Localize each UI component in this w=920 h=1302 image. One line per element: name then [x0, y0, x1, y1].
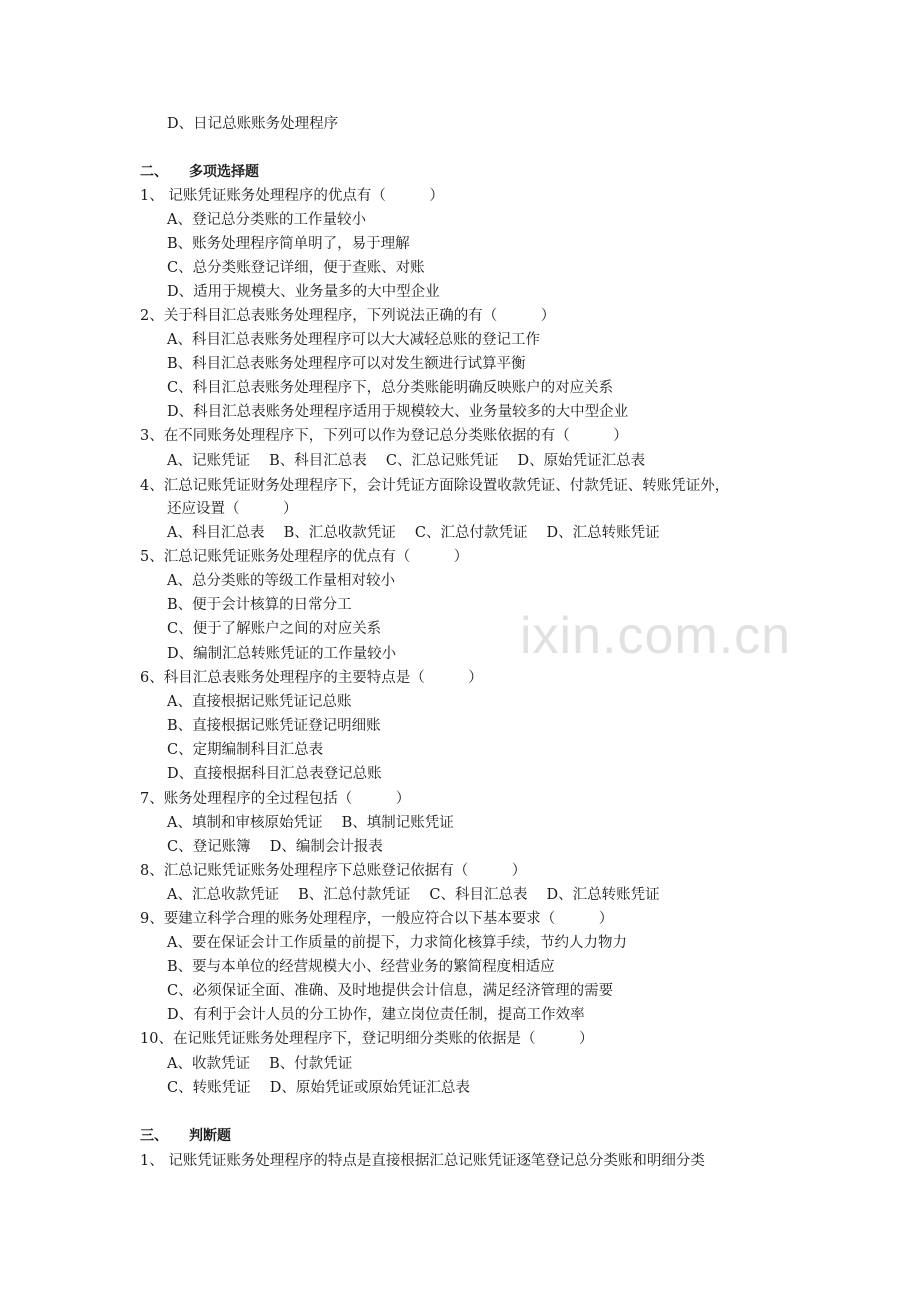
- text-line: B、科目汇总表账务处理程序可以对发生额进行试算平衡: [167, 356, 526, 372]
- text-line: 2、关于科目汇总表账务处理程序，下列说法正确的有（ ）: [140, 308, 556, 324]
- text-line: A、汇总收款凭证 B、汇总付款凭证 C、科目汇总表 D、汇总转账凭证: [167, 887, 660, 903]
- text-line: B、账务处理程序简单明了，易于理解: [167, 236, 410, 252]
- text-line: A、直接根据记账凭证记总账: [167, 694, 352, 710]
- text-line: C、定期编制科目汇总表: [167, 742, 324, 758]
- text-line: A、登记总分类账的工作量较小: [167, 212, 366, 228]
- text-line: 7、账务处理程序的全过程包括（ ）: [140, 791, 411, 807]
- text-line: A、总分类账的等级工作量相对较小: [167, 573, 395, 589]
- text-line: 5、汇总记账凭证账务处理程序的优点有（ ）: [140, 549, 469, 565]
- text-line: D、直接根据科目汇总表登记总账: [167, 766, 382, 782]
- text-line: C、转账凭证 D、原始凭证或原始凭证汇总表: [167, 1080, 470, 1096]
- watermark: ixin.com.cn: [520, 607, 792, 665]
- section-heading: 二、 多项选择题: [140, 164, 259, 180]
- text-line: 1、 记账凭证账务处理程序的特点是直接根据汇总记账凭证逐笔登记总分类账和明细分类: [140, 1153, 705, 1169]
- text-line: B、要与本单位的经营规模大小、经营业务的繁简程度相适应: [167, 959, 555, 975]
- text-line: C、登记账簿 D、编制会计报表: [167, 839, 383, 855]
- text-line: A、收款凭证 B、付款凭证: [167, 1056, 353, 1072]
- text-line: C、总分类账登记详细，便于查账、对账: [167, 260, 425, 276]
- text-line: B、直接根据记账凭证登记明细账: [167, 718, 381, 734]
- text-line: C、必须保证全面、准确、及时地提供会计信息，满足经济管理的需要: [167, 983, 614, 999]
- text-line: 3、在不同账务处理程序下，下列可以作为登记总分类账依据的有（ ）: [140, 428, 628, 444]
- text-line: B、便于会计核算的日常分工: [167, 597, 352, 613]
- text-line: A、要在保证会计工作质量的前提下，力求简化核算手续，节约人力物力: [167, 935, 627, 951]
- text-line: D、有利于会计人员的分工协作，建立岗位责任制，提高工作效率: [167, 1007, 585, 1023]
- text-line: 4、汇总记账凭证财务处理程序下，会计凭证方面除设置收款凭证、付款凭证、转账凭证外，: [140, 478, 730, 494]
- text-line: D、日记总账账务处理程序: [167, 116, 339, 132]
- text-line: 10、在记账凭证账务处理程序下，登记明细分类账的依据是（ ）: [140, 1031, 594, 1047]
- text-line: A、记账凭证 B、科目汇总表 C、汇总记账凭证 D、原始凭证汇总表: [167, 453, 646, 469]
- text-line: D、科目汇总表账务处理程序适用于规模较大、业务量较多的大中型企业: [167, 404, 629, 420]
- text-line: A、科目汇总表 B、汇总收款凭证 C、汇总付款凭证 D、汇总转账凭证: [167, 525, 660, 541]
- text-line: 还应设置（ ）: [167, 501, 298, 517]
- section-heading: 三、 判断题: [140, 1128, 231, 1144]
- text-line: D、编制汇总转账凭证的工作量较小: [167, 646, 397, 662]
- text-line: A、科目汇总表账务处理程序可以大大减轻总账的登记工作: [167, 332, 540, 348]
- text-line: C、便于了解账户之间的对应关系: [167, 621, 382, 637]
- text-line: 9、要建立科学合理的账务处理程序，一般应符合以下基本要求（ ）: [140, 911, 614, 927]
- text-line: 6、科目汇总表账务处理程序的主要特点是（ ）: [140, 670, 483, 686]
- text-line: 1、 记账凭证账务处理程序的优点有（ ）: [140, 188, 444, 204]
- text-line: 8、汇总记账凭证账务处理程序下总账登记依据有（ ）: [140, 863, 527, 879]
- text-line: D、适用于规模大、业务量多的大中型企业: [167, 284, 440, 300]
- text-line: C、科目汇总表账务处理程序下，总分类账能明确反映账户的对应关系: [167, 380, 614, 396]
- text-line: A、填制和审核原始凭证 B、填制记账凭证: [167, 815, 454, 831]
